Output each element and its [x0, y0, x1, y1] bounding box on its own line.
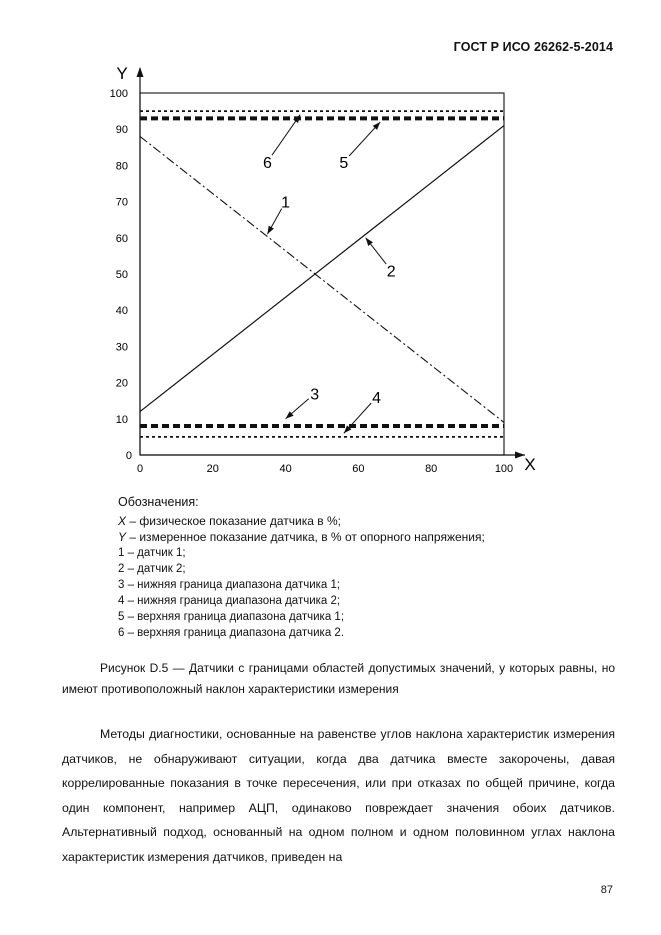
- y-tick-label: 50: [115, 269, 128, 281]
- series-label-3: 3: [310, 386, 320, 404]
- leader-arrow-2: [366, 238, 373, 246]
- plot-frame: [140, 93, 504, 455]
- legend-item: 3 – нижняя граница диапазона датчика 1;: [118, 579, 341, 591]
- legend-x-var: X: [118, 514, 127, 528]
- series-line-1: [140, 136, 504, 422]
- series-label-4: 4: [372, 390, 382, 408]
- page-number: 87: [600, 884, 613, 896]
- y-tick-label: 10: [115, 413, 128, 426]
- series-label-2: 2: [386, 263, 396, 281]
- legend: [118, 494, 485, 641]
- y-tick-label: 100: [109, 88, 128, 100]
- legend-y-row: [118, 529, 485, 545]
- series-label-5: 5: [339, 154, 349, 172]
- y-axis-title: Y: [116, 64, 128, 83]
- legend-item: 2 – датчик 2;: [118, 563, 186, 575]
- legend-y-var: Y: [118, 530, 127, 544]
- legend-x-row: [118, 513, 485, 529]
- y-tick-label: 30: [115, 341, 128, 354]
- figure-caption: Рисунок D.5 — Датчики с границами областей допустимых значений, у которых равны, но имеют противоположный наклон характеристики измерения: [62, 661, 615, 696]
- leader-arrow-6: [293, 115, 300, 123]
- y-tick-label: 20: [115, 377, 128, 390]
- x-tick-label: 80: [425, 463, 438, 475]
- series-line-2: [140, 126, 504, 412]
- x-tick-label: 40: [279, 463, 292, 475]
- legend-y-desc: – измеренное показание датчика, в % от опорного напряжения;: [126, 530, 485, 544]
- y-tick-label: 80: [115, 160, 128, 173]
- y-tick-label: 0: [125, 450, 132, 462]
- x-tick-label: 0: [136, 463, 144, 475]
- x-tick-label: 100: [494, 463, 514, 475]
- standard-header: ГОСТ Р ИСО 26262-5-2014: [453, 40, 613, 54]
- y-tick-label: 90: [115, 124, 128, 137]
- y-tick-label: 60: [115, 232, 128, 245]
- leader-arrow-1: [267, 226, 274, 234]
- x-axis-title: X: [524, 455, 536, 474]
- legend-item: 1 – датчик 1;: [118, 547, 186, 559]
- x-tick-label: 60: [352, 463, 365, 475]
- legend-item: 5 – верхняя граница диапазона датчика 1;: [118, 611, 345, 623]
- legend-item: 4 – нижняя граница диапазона датчика 2;: [118, 595, 341, 607]
- legend-x-desc: – физическое показание датчика в %;: [126, 514, 341, 528]
- body-paragraph: Методы диагностики, основанные на равенстве углов наклона характеристик измерения датчиков, не обнаруживают ситуации, когда два датчика вместе закорочены, давая коррелированные показания в точке пересечения, или при отказах по общей причине, когда один компонент, например АЦП, одинаково повреждает значения обоих датчиков. Альтернативный подход, основанный на одном полном и одном половинном углах наклона характеристик измерения датчиков, приведен на: [62, 727, 615, 864]
- y-axis-arrow: [137, 67, 144, 77]
- series-label-1: 1: [281, 194, 291, 212]
- series-label-6: 6: [262, 154, 272, 172]
- x-tick-label: 20: [206, 463, 219, 475]
- y-tick-label: 70: [115, 196, 128, 209]
- legend-caption: Обозначения:: [118, 495, 199, 509]
- legend-item: 6 – верхняя граница диапазона датчика 2.: [118, 627, 345, 639]
- y-tick-label: 40: [115, 305, 128, 318]
